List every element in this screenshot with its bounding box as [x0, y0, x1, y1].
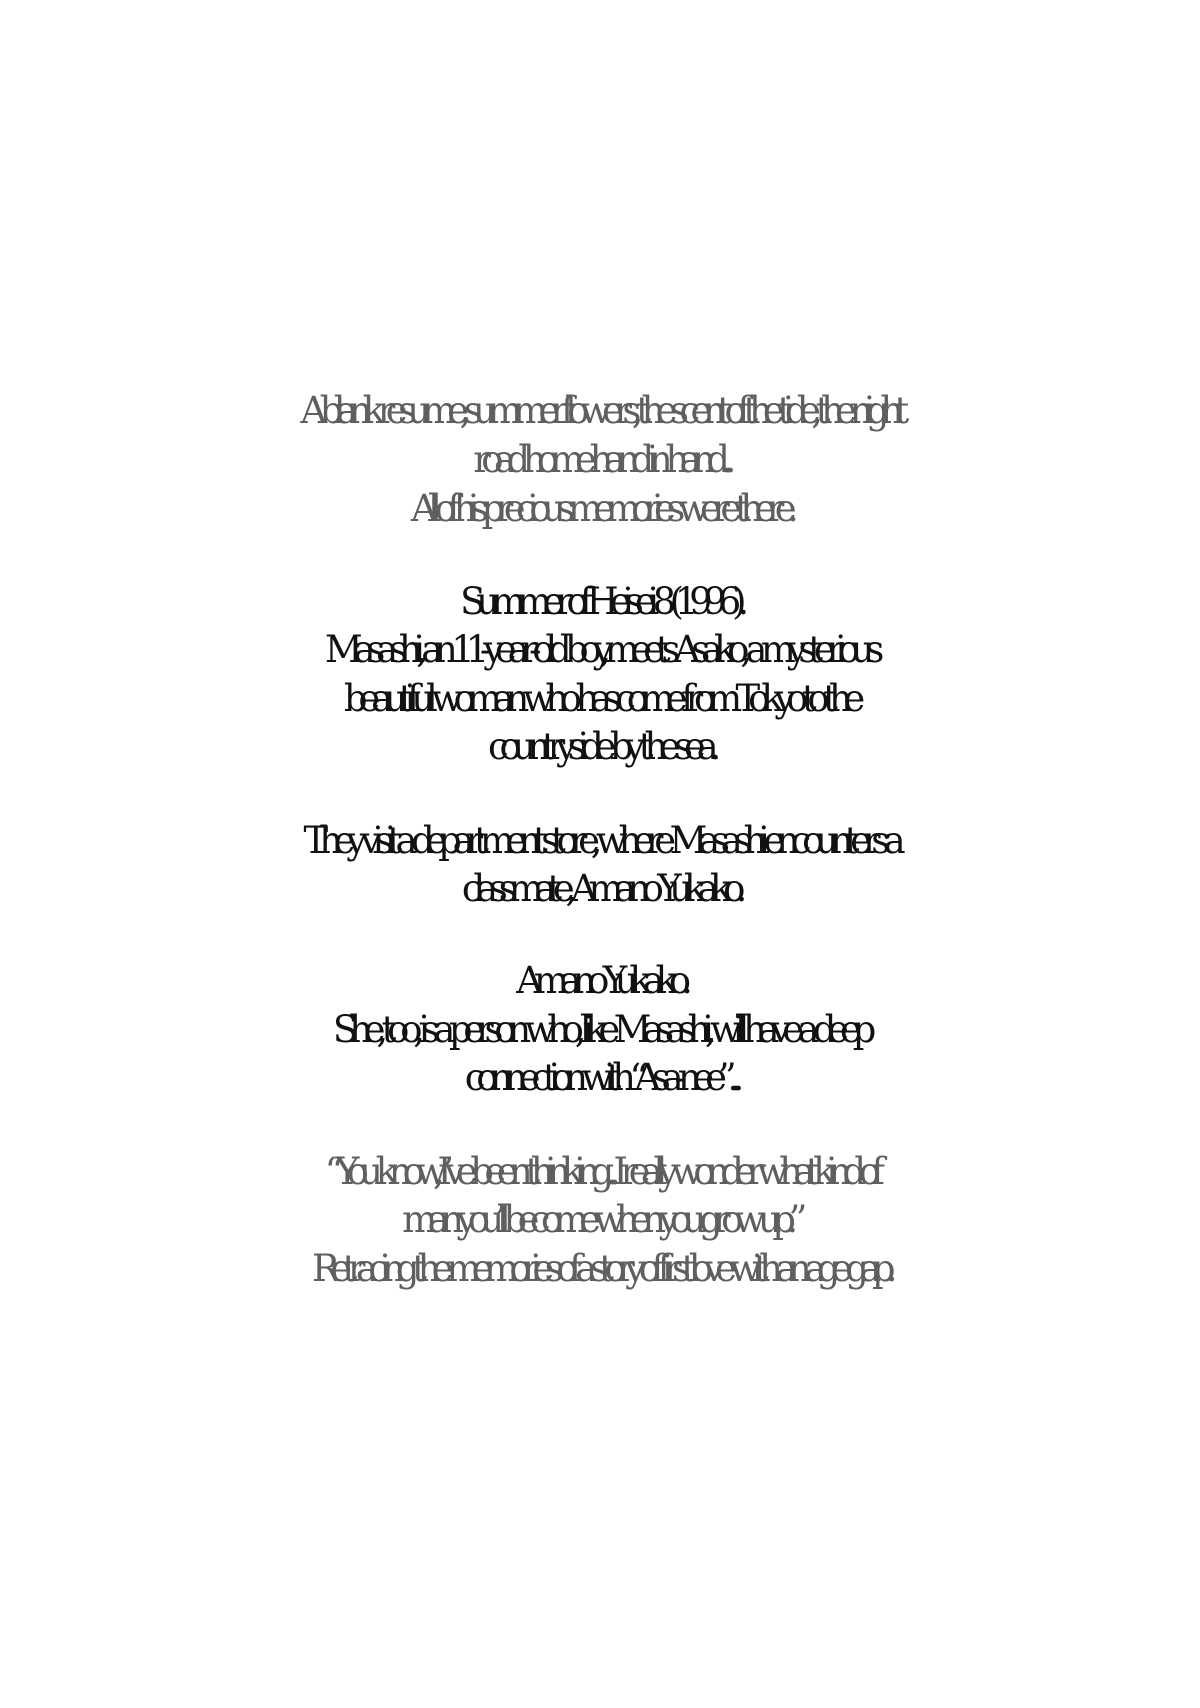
closing-line-2: man you’ll become when you grow up.”	[402, 1198, 798, 1241]
closing-line-1: “You know, I’ve been thinking... I really wonder what kind of	[324, 1150, 876, 1193]
visit-line-1: They visit a department store, where Masashi encounters a	[303, 819, 897, 862]
setting-line-4: countryside by the sea.	[487, 725, 713, 768]
closing-line-3: Retracing the memories of a story of first love with an age gap.	[311, 1247, 889, 1290]
setting-line-1: Summer of Heisei 8 (1996).	[460, 580, 740, 623]
setting-line-2: Masashi, an 11-year-old boy, meets Asako, a mysterious	[324, 628, 876, 671]
intro-line-1: A blank resume, summer flowers, the scent of the tide, the night	[300, 389, 900, 432]
intro-line-3: All of his precious memories were there.	[410, 487, 790, 530]
setting-line-3: beautiful woman who has come from Tokyo to the	[343, 677, 857, 720]
yukako-line-3: connection with “Asa-nee”...	[464, 1056, 736, 1099]
visit-line-2: classmate, Amano Yukako.	[461, 867, 739, 910]
yukako-line-2: She, too, is a person who, like Masashi, will have a deep	[332, 1008, 868, 1051]
intro-line-2: road home hand in hand...	[473, 438, 727, 481]
yukako-line-1: Amano Yukako.	[516, 959, 684, 1002]
